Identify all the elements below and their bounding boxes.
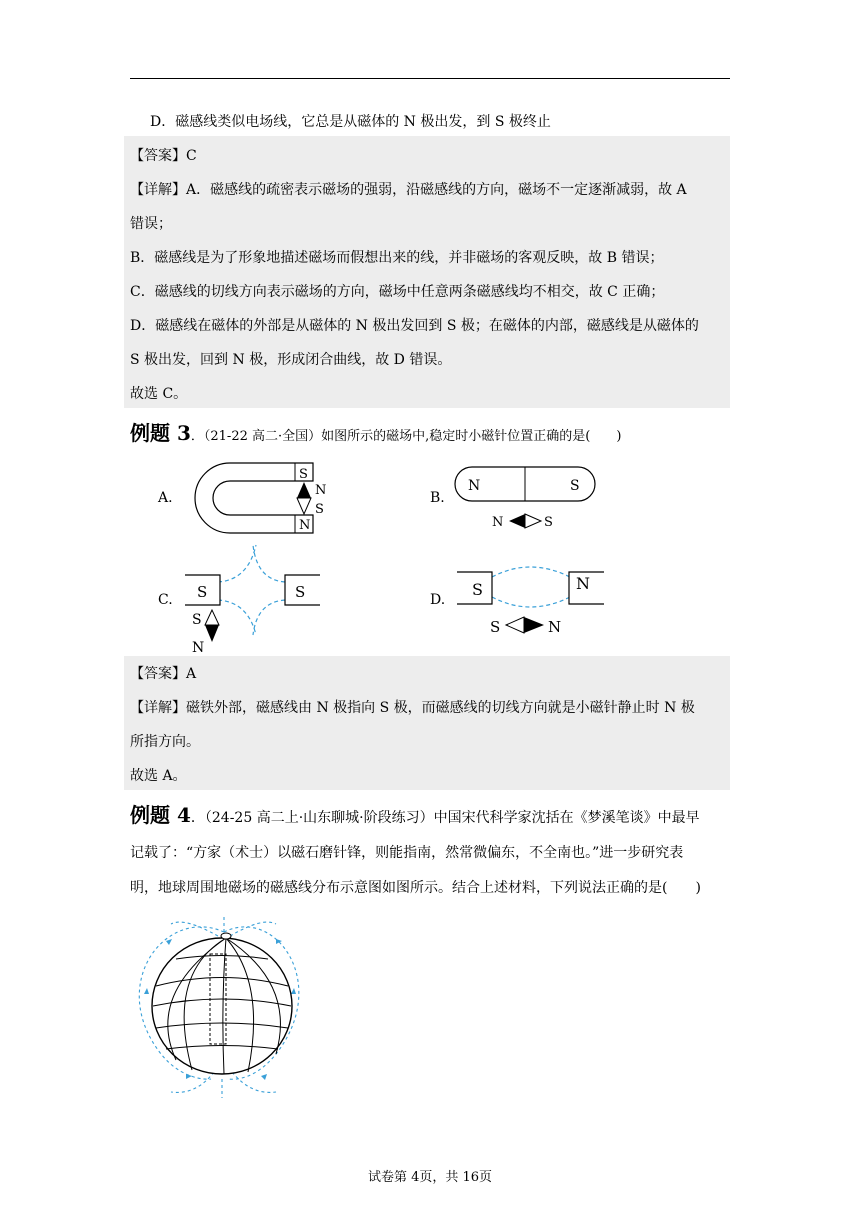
option-c-pole-s-right: S xyxy=(295,583,306,601)
q3-label: 例题 3 xyxy=(130,421,191,445)
q2-detail-1b: 错误； xyxy=(130,216,172,232)
option-a-needle-n: N xyxy=(315,483,327,498)
header-rule xyxy=(130,78,730,79)
q4-label: 例题 4 xyxy=(130,803,191,827)
prev-option-d: D．磁感线类似电场线，它总是从磁体的 N 极出发，到 S 极终止 xyxy=(150,114,551,130)
earth-field-figure xyxy=(126,914,311,1100)
option-c-pole-s-left: S xyxy=(197,583,208,601)
option-b-needle-south xyxy=(525,514,541,528)
q2-detail-1: 【详解】A．磁感线的疏密表示磁场的强弱，沿磁感线的方向，磁场不一定逐渐减弱，故 A xyxy=(130,182,687,198)
option-d-pole-s: S xyxy=(472,580,483,599)
q2-detail-4: D．磁感线在磁体的外部是从磁体的 N 极出发回到 S 极；在磁体的内部，磁感线是从磁体的 xyxy=(130,318,699,334)
q4-source: ．（24-25 高二上·山东聊城·阶段练习）中国宋代科学家沈括在《梦溪笔谈》中最早 xyxy=(190,810,700,826)
q3-detail-1: 【详解】磁铁外部，磁感线由 N 极指向 S 极，而磁感线的切线方向就是小磁针静止时 N 极 xyxy=(130,700,695,716)
option-c-needle-south xyxy=(205,610,219,625)
option-d-label: D. xyxy=(430,592,446,608)
option-b-pole-s: S xyxy=(570,478,580,494)
option-a-pole-n-bottom: N xyxy=(299,518,311,533)
q2-answer: 【答案】C xyxy=(130,148,197,164)
option-d-needle-south xyxy=(506,617,524,633)
option-d-pole-n: N xyxy=(576,574,590,593)
option-d-figure xyxy=(452,562,612,638)
option-a-pole-s-top: S xyxy=(299,467,308,482)
q3-detail-1b: 所指方向。 xyxy=(130,734,200,750)
q2-detail-2: B．磁感线是为了形象地描述磁场而假想出来的线，并非磁场的客观反映，故 B 错误； xyxy=(130,250,664,266)
option-d-needle-s: S xyxy=(490,618,501,636)
option-a-needle-s: S xyxy=(315,502,324,517)
q3-title xyxy=(130,420,621,450)
option-c-needle-north xyxy=(205,625,219,642)
q2-conclusion: 故选 C。 xyxy=(130,386,188,402)
option-b-pole-n: N xyxy=(468,478,481,494)
q4-line-1 xyxy=(130,802,700,831)
option-d-needle-north xyxy=(524,617,544,633)
option-c-needle-s: S xyxy=(192,612,202,628)
q2-detail-4b: S 极出发，回到 N 极，形成闭合曲线，故 D 错误。 xyxy=(130,352,452,368)
option-c-needle-n: N xyxy=(192,640,205,656)
option-a-needle-south xyxy=(297,498,311,514)
option-b-figure xyxy=(450,462,600,534)
option-a-needle-north xyxy=(297,482,311,498)
option-b-needle-north xyxy=(509,514,525,528)
option-c-label: C. xyxy=(158,592,173,608)
q3-conclusion: 故选 A。 xyxy=(130,768,187,784)
option-b-needle-s: S xyxy=(544,515,553,530)
option-c-figure xyxy=(175,540,325,658)
option-a-figure xyxy=(175,458,345,538)
option-a-label: A. xyxy=(158,490,173,506)
q2-detail-3: C．磁感线的切线方向表示磁场的方向，磁场中任意两条磁感线均不相交，故 C 正确； xyxy=(130,284,665,300)
option-b-needle-n: N xyxy=(492,515,504,530)
option-d-needle-n: N xyxy=(548,618,562,636)
option-b-label: B. xyxy=(430,490,445,506)
q3-answer: 【答案】A xyxy=(130,666,197,682)
q4-line-3: 明，地球周围地磁场的磁感线分布示意图如图所示。结合上述材料，下列说法正确的是( ) xyxy=(130,880,701,896)
page-footer: 试卷第 4页，共 16页 xyxy=(367,1170,493,1185)
q3-source: ．（21-22 高二·全国）如图所示的磁场中,稳定时小磁针位置正确的是( ) xyxy=(190,429,622,444)
q4-line-2: 记载了：“方家（术士）以磁石磨针锋，则能指南，然常微偏东，不全南也。”进一步研究表 xyxy=(130,845,684,861)
answer-box-q3 xyxy=(124,656,730,790)
